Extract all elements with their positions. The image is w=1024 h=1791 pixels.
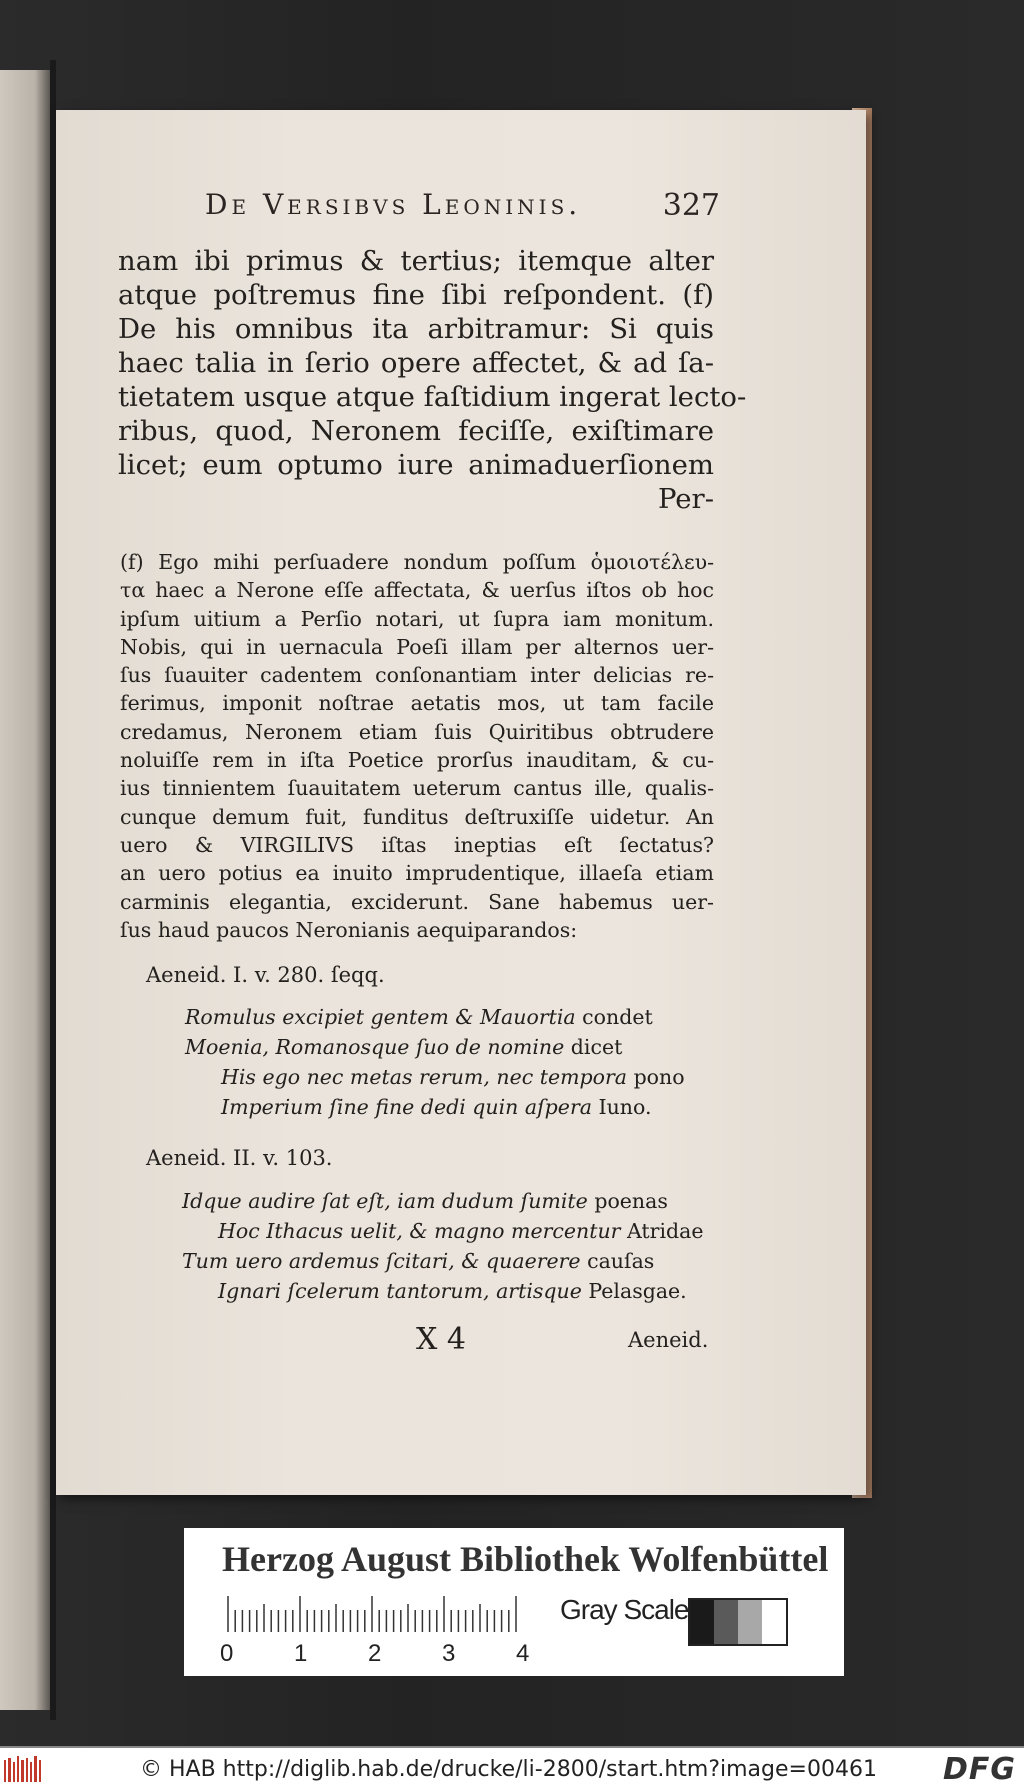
verse-line: Tum uero ardemus ſcitari, & quaerere cauſas — [182, 1249, 655, 1273]
footnote-line: ius tinnientem ſuauitatem ueterum cantus ille, qualis- — [120, 776, 714, 801]
dfg-logo: DFG — [942, 1752, 1016, 1787]
footnote-line: an uero potius ea inuito imprudentique, illaeſa etiam — [120, 861, 714, 886]
barcode-icon — [4, 1756, 44, 1784]
ruler-scale — [226, 1596, 526, 1634]
gray-scale-label: Gray Scale — [560, 1594, 689, 1625]
verse-line: Hoc Ithacus uelit, & magno mercentur Atridae — [218, 1219, 704, 1243]
verse-block-2 — [182, 1186, 704, 1306]
gray-scale-swatch — [688, 1598, 788, 1646]
page-number: 327 — [662, 188, 720, 223]
main-line: haec talia in ſerio opere affectet, & ad ſa- — [118, 347, 714, 379]
gray-patch — [714, 1600, 738, 1644]
color-calibration-bar — [184, 1528, 844, 1676]
verse-reference-1: Aeneid. I. v. 280. ſeqq. — [146, 963, 385, 987]
facing-page-edge — [0, 70, 50, 1710]
footnote-line: uero & VIRGILIVS iſtas ineptias eſt ſectatus? — [120, 832, 714, 857]
library-name: Herzog August Bibliothek Wolfenbüttel — [222, 1539, 829, 1579]
catchword: Aeneid. — [628, 1328, 709, 1352]
verse-line: Moenia, Romanosque ſuo de nomine dicet — [185, 1035, 623, 1059]
verse-line: Ignari ſcelerum tantorum, artisque Pelasgae. — [218, 1279, 687, 1303]
verse-block-1 — [185, 1002, 685, 1122]
signature-mark: X 4 — [416, 1322, 466, 1357]
verse-line: Idque audire ſat eſt, iam dudum ſumite poenas — [182, 1189, 668, 1213]
footnote-line: cunque demum fuit, funditus deſtruxiſſe uidetur. An — [120, 804, 714, 829]
footnote-line: credamus, Neronem etiam ſuis Quiritibus obtrudere — [120, 719, 714, 744]
main-line: De his omnibus ita arbitramur: Si quis — [118, 313, 714, 345]
ruler-label: 3 — [442, 1640, 456, 1667]
viewer-footer — [0, 1746, 1024, 1791]
footnote-line: carminis elegantia, exciderunt. Sane habemus uer- — [120, 889, 714, 914]
running-head: De Versibvs Leoninis. — [205, 188, 582, 221]
footnote-line: ipſum uitium a Perſio notari, ut ſupra iam monitum. — [120, 606, 714, 631]
verse-line: Romulus excipiet gentem & Mauortia condet — [185, 1005, 653, 1029]
main-line: tietatem usque atque faſtidium ingerat lecto- — [118, 381, 747, 413]
main-line: atque poſtremus fine ſibi reſpondent. (f) — [118, 279, 714, 311]
source-url[interactable]: © HAB http://diglib.hab.de/drucke/li-2800/start.htm?image=00461 — [140, 1757, 877, 1782]
gray-patch — [738, 1600, 762, 1644]
main-line: licet; eum optumo iure animaduerſionem — [118, 449, 714, 481]
footnote-line: ſus haud paucos Neronianis aequiparandos: — [120, 917, 578, 942]
gray-patch — [762, 1600, 786, 1644]
main-line: nam ibi primus & tertius; itemque alter — [118, 245, 714, 277]
gray-patch — [690, 1600, 714, 1644]
footnote-line: ſus ſuauiter cadentem conſonantiam inter delicias re- — [120, 663, 714, 688]
footnote-block — [120, 548, 714, 944]
ruler-label: 1 — [294, 1640, 308, 1667]
main-text-block — [118, 244, 747, 516]
footnote-line: Nobis, qui in uernacula Poeſi illam per alternos uer- — [120, 634, 714, 659]
ruler-label: 2 — [368, 1640, 382, 1667]
ruler-label: 4 — [516, 1640, 530, 1667]
main-catchword: Per- — [658, 483, 714, 515]
footnote-line: noluiſſe rem in iſta Poetice prorſus inauditam, & cu- — [120, 748, 714, 773]
main-line: ribus, quod, Neronem feciſſe, exiſtimare — [118, 415, 714, 447]
footnote-line: τα haec a Nerone eſſe affectata, & uerſus iſtos ob hoc — [120, 578, 714, 603]
footnote-line: (f) Ego mihi perſuadere nondum poſſum ὁμοιοτέλευ- — [120, 550, 714, 574]
verse-line: Imperium ſine fine dedi quin aſpera Iuno. — [221, 1095, 652, 1119]
footnote-line: ferimus, imponit noſtrae aetatis mos, ut tam facile — [120, 691, 714, 716]
ruler-label: 0 — [220, 1640, 234, 1667]
verse-reference-2: Aeneid. II. v. 103. — [146, 1146, 333, 1170]
page-header — [205, 188, 720, 228]
verse-line: His ego nec metas rerum, nec tempora pono — [221, 1065, 685, 1089]
